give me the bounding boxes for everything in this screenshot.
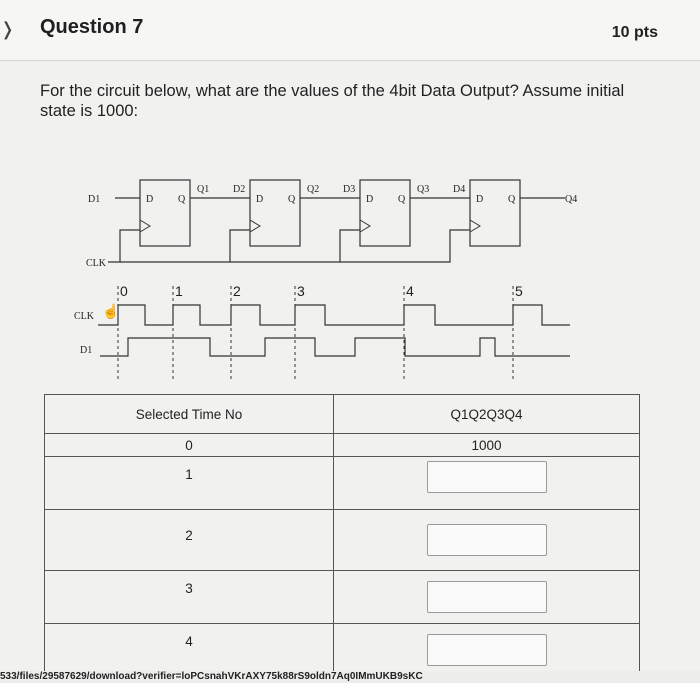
header-q1q2q3q4: Q1Q2Q3Q4 xyxy=(334,395,640,434)
time-label-0: 0 xyxy=(120,283,128,299)
table-row xyxy=(45,434,640,457)
collapse-arrow-icon[interactable]: ❭ xyxy=(0,19,16,39)
table-row xyxy=(45,624,640,677)
time-cell: 1 xyxy=(45,457,334,510)
d1-waveform xyxy=(100,338,570,356)
time-label-5: 5 xyxy=(515,283,523,299)
status-url: 533/files/29587629/download?verifier=loPCsnahVKrAXY75k88rS9oldn7Aq0IMmUKB9sKC xyxy=(0,671,700,683)
question-points: 10 pts xyxy=(611,24,658,41)
answer-input-time-4[interactable] xyxy=(427,634,547,666)
clk-wave-label: CLK xyxy=(74,311,94,322)
answer-input-time-2[interactable] xyxy=(427,524,547,556)
table-header-row xyxy=(45,395,640,434)
d1-wave-label: D1 xyxy=(80,345,93,356)
header-selected-time: Selected Time No xyxy=(45,395,334,434)
d4-label: D4 xyxy=(453,184,466,195)
answer-table xyxy=(44,394,640,677)
q3-label: Q3 xyxy=(417,184,430,195)
clk-waveform xyxy=(98,305,570,325)
svg-text:Q: Q xyxy=(178,194,186,205)
svg-text:D: D xyxy=(146,194,154,205)
d3-label: D3 xyxy=(343,184,356,195)
svg-text:Q: Q xyxy=(288,194,296,205)
time-cell: 0 xyxy=(45,434,334,457)
time-cell: 4 xyxy=(45,624,334,677)
hand-cursor-icon: ☝ xyxy=(102,303,120,319)
clk-input-label: CLK xyxy=(86,258,106,269)
value-cell xyxy=(334,624,640,677)
question-title: Question 7 xyxy=(40,16,144,38)
svg-text:Q: Q xyxy=(508,194,516,205)
d2-label: D2 xyxy=(233,184,246,195)
question-header xyxy=(0,0,700,61)
time-label-1: 1 xyxy=(175,283,183,299)
table-row xyxy=(45,571,640,624)
q2-label: Q2 xyxy=(307,184,320,195)
circuit-diagram xyxy=(60,160,580,390)
svg-text:D: D xyxy=(256,194,264,205)
q4-label: Q4 xyxy=(565,194,578,205)
value-cell: 1000 xyxy=(334,434,640,457)
table-row xyxy=(45,457,640,510)
value-cell xyxy=(334,571,640,624)
input-d1-label: D1 xyxy=(88,194,101,205)
time-cell: 2 xyxy=(45,510,334,571)
question-prompt: For the circuit below, what are the values of the 4bit Data Output? Assume initial state is 1000: xyxy=(40,82,625,120)
answer-input-time-1[interactable] xyxy=(427,461,547,493)
time-label-2: 2 xyxy=(233,283,241,299)
time-label-3: 3 xyxy=(297,283,305,299)
svg-text:D: D xyxy=(476,194,484,205)
flipflop-4 xyxy=(470,180,520,246)
value-cell xyxy=(334,457,640,510)
table-row xyxy=(45,510,640,571)
svg-text:D: D xyxy=(366,194,374,205)
svg-text:Q: Q xyxy=(398,194,406,205)
answer-input-time-3[interactable] xyxy=(427,581,547,613)
q1-label: Q1 xyxy=(197,184,210,195)
time-markers xyxy=(118,283,523,382)
time-label-4: 4 xyxy=(406,283,414,299)
time-cell: 3 xyxy=(45,571,334,624)
value-cell xyxy=(334,510,640,571)
